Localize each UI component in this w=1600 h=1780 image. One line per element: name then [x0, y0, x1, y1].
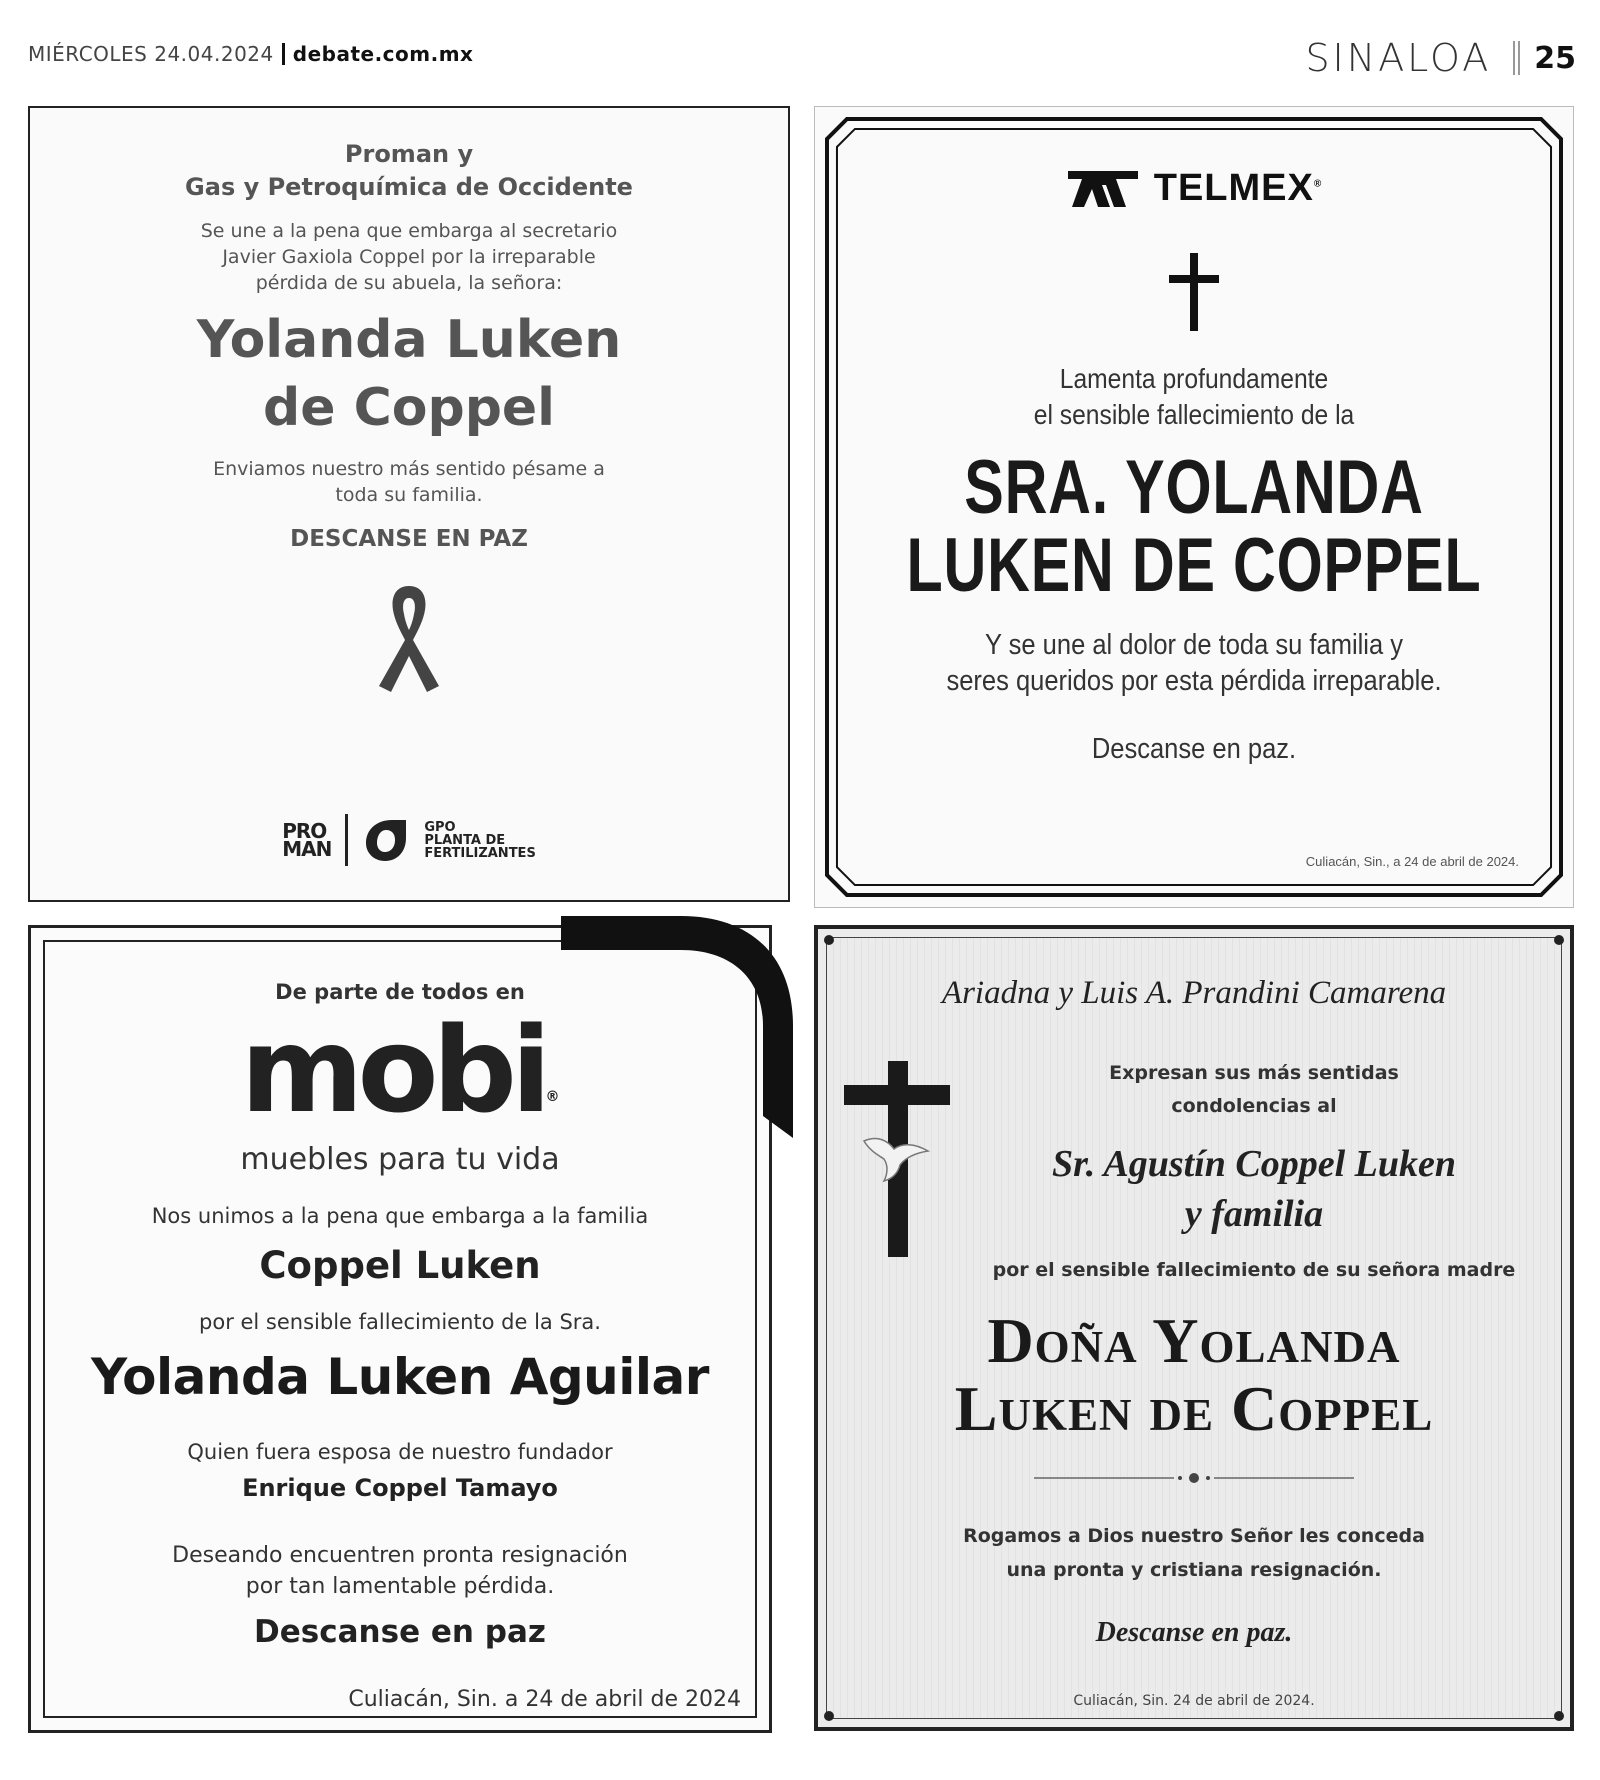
family-name: Ariadna y Luis A. Prandini Camarena	[941, 975, 1447, 1011]
header-separator	[282, 43, 285, 65]
deceased-name	[30, 306, 788, 442]
registered-mark: ®	[1313, 178, 1323, 190]
gpo-line: GPO	[424, 819, 456, 835]
lament-line: el sensible fallecimiento de la	[1033, 399, 1355, 430]
telmex-wordmark	[1154, 167, 1323, 210]
wish-line: Deseando encuentren pronta resignación	[172, 1543, 628, 1568]
edition-date: MIÉRCOLES 24.04.2024	[28, 42, 274, 66]
page-header-left	[28, 42, 473, 66]
deceased-name	[898, 445, 1489, 608]
proman-condolence-ad	[28, 106, 790, 902]
sponsor-logos	[30, 814, 788, 866]
intro-line: condolencias al	[1171, 1095, 1337, 1117]
recipient-name	[938, 1139, 1570, 1239]
deceased-name	[818, 1307, 1570, 1443]
brand-name: TELMEX	[1153, 167, 1314, 209]
message-line: Y se une al dolor de toda su familia y	[984, 629, 1404, 661]
corner-ornament-icon	[816, 927, 842, 953]
ad-date: Culiacán, Sin. a 24 de abril de 2024	[348, 1687, 741, 1712]
logo-divider	[345, 814, 348, 866]
ad-companies	[30, 138, 788, 204]
family-name: Coppel Luken	[259, 1244, 541, 1287]
message-line: seres queridos por esta pérdida irreparable.	[946, 665, 1442, 697]
company-line: Gas y Petroquímica de Occidente	[185, 173, 633, 201]
telmex-condolence-ad	[814, 106, 1574, 908]
proman-logo-line: PRO	[282, 819, 327, 843]
divider-ornament	[1034, 1471, 1354, 1485]
name-line: Doña Yolanda	[987, 1305, 1401, 1376]
company-line: Proman y	[344, 140, 474, 168]
deceased-name: Yolanda Luken Aguilar	[91, 1348, 709, 1406]
wish-line: por tan lamentable pérdida.	[245, 1574, 555, 1599]
page-number: 25	[1534, 40, 1576, 76]
mobi-condolence-ad	[28, 925, 772, 1733]
ad-intro	[30, 218, 788, 296]
gpo-line: FERTILIZANTES	[424, 845, 536, 861]
lament-line: Lamenta profundamente	[1059, 363, 1329, 394]
mobi-logo	[31, 1001, 769, 1157]
ad-intro	[938, 1057, 1570, 1123]
proman-logo-line: MAN	[282, 837, 332, 861]
intro-line: Javier Gaxiola Coppel por la irreparable	[222, 246, 596, 268]
gpo-logo-icon	[362, 816, 410, 864]
condolence-line: Enviamos nuestro más sentido pésame a	[213, 458, 605, 480]
ad-wish	[31, 1540, 769, 1602]
ad-condolence	[30, 456, 788, 508]
gpo-logo-text	[424, 821, 536, 860]
ad-date: Culiacán, Sin. 24 de abril de 2024.	[1073, 1693, 1315, 1709]
prayer-line: Rogamos a Dios nuestro Señor les conceda	[963, 1525, 1425, 1547]
ad-lament	[860, 361, 1527, 433]
rest-in-peace: Descanse en paz.	[1095, 1617, 1293, 1648]
ad-line: por el sensible fallecimiento de su señora madre	[992, 1259, 1516, 1281]
ad-message	[860, 627, 1527, 699]
corner-ornament-icon	[1546, 927, 1572, 953]
ad-line: Nos unimos a la pena que embarga a la familia	[151, 1204, 649, 1228]
page-header-right	[1305, 36, 1576, 80]
ad-line: por el sensible fallecimiento de la Sra.	[199, 1310, 601, 1334]
rest-in-peace: DESCANSE EN PAZ	[290, 526, 528, 552]
rest-in-peace: Descanse en paz	[254, 1614, 546, 1650]
ad-line: Quien fuera esposa de nuestro fundador	[187, 1440, 613, 1464]
intro-line: Se une a la pena que embarga al secretario	[200, 220, 618, 242]
name-line: LUKEN DE COPPEL	[906, 523, 1482, 608]
registered-mark: ®	[545, 1089, 560, 1105]
intro-line: Expresan sus más sentidas	[1109, 1062, 1399, 1084]
name-line: de Coppel	[262, 378, 556, 438]
telmex-logo	[815, 167, 1573, 210]
gpo-line: PLANTA DE	[424, 832, 506, 848]
brand-name: mobi	[240, 1001, 546, 1139]
site-link[interactable]: debate.com.mx	[292, 42, 474, 66]
recipient-line: Sr. Agustín Coppel Luken	[1051, 1143, 1457, 1185]
founder-name: Enrique Coppel Tamayo	[242, 1474, 558, 1502]
name-line: SRA. YOLANDA	[964, 445, 1424, 530]
ad-prayer	[818, 1519, 1570, 1587]
name-line: Yolanda Luken	[196, 310, 622, 370]
recipient-line: y familia	[1184, 1193, 1324, 1235]
proman-logo	[282, 819, 332, 861]
intro-line: pérdida de su abuela, la señora:	[255, 272, 563, 294]
cross-icon	[1169, 253, 1219, 331]
section-name: SINALOA	[1305, 36, 1492, 80]
prayer-line: una pronta y cristiana resignación.	[1006, 1559, 1382, 1581]
rest-in-peace: Descanse en paz.	[1091, 733, 1297, 765]
prandini-condolence-ad	[814, 925, 1574, 1731]
header-bars	[1513, 41, 1520, 75]
ad-opening: De parte de todos en	[275, 980, 525, 1004]
condolence-line: toda su familia.	[335, 484, 483, 506]
ad-date: Culiacán, Sin., a 24 de abril de 2024.	[1305, 854, 1519, 869]
name-line: Luken de Coppel	[954, 1373, 1434, 1444]
telmex-logo-icon	[1066, 169, 1140, 209]
brand-tagline: muebles para tu vida	[240, 1142, 560, 1177]
ribbon-icon	[369, 582, 449, 697]
